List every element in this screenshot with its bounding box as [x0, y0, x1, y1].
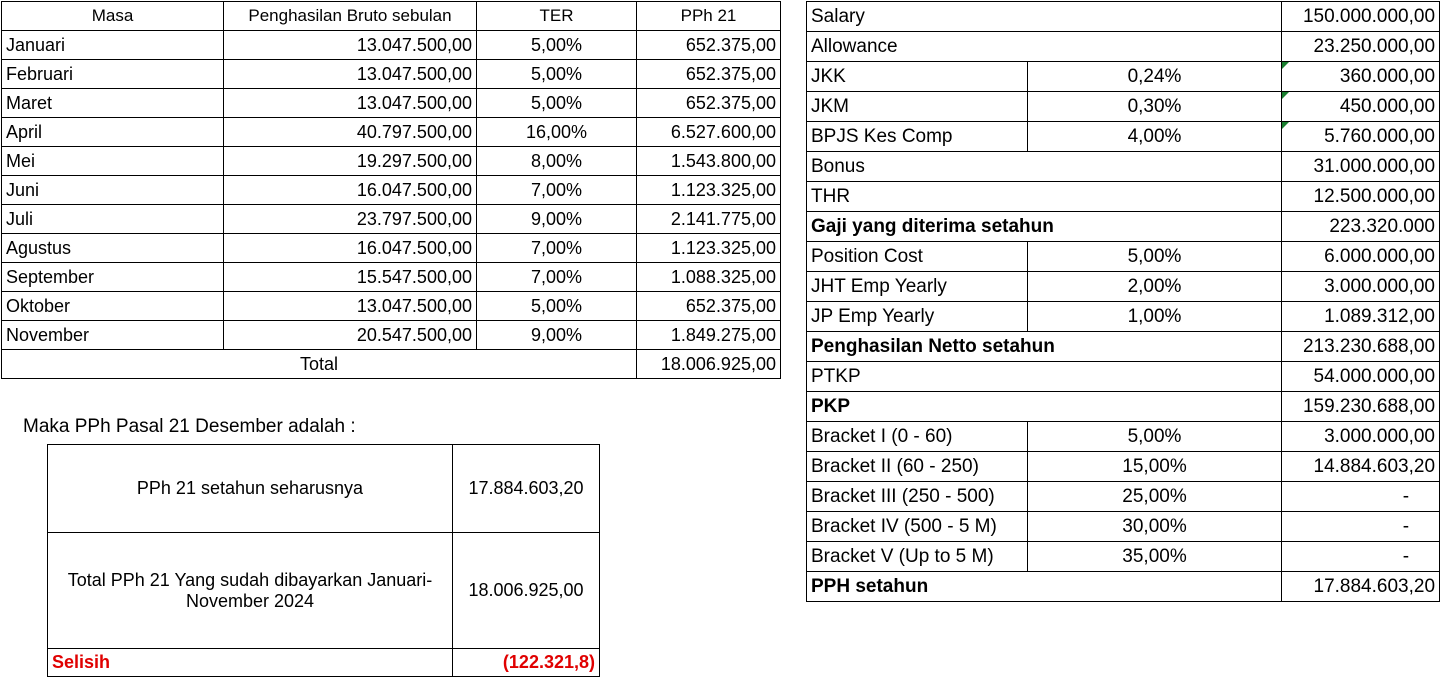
cell-pph21: 652.375,00	[637, 292, 781, 321]
cell-pph21: 2.141.775,00	[637, 205, 781, 234]
annual-rate: 5,00%	[1028, 242, 1282, 272]
annual-value-commented: 360.000,00	[1282, 62, 1440, 92]
cell-ter: 8,00%	[477, 147, 637, 176]
table-row	[2, 89, 781, 118]
annual-rate: 2,00%	[1028, 272, 1282, 302]
annual-label: Salary	[807, 2, 1282, 32]
annual-value: 23.250.000,00	[1282, 32, 1440, 62]
annual-row	[807, 182, 1440, 212]
summary-row	[48, 445, 600, 533]
difference-label: Selisih	[48, 649, 453, 677]
cell-bruto: 19.297.500,00	[224, 147, 477, 176]
annual-rate: 4,00%	[1028, 122, 1282, 152]
cell-ter: 5,00%	[477, 89, 637, 118]
table-row	[2, 234, 781, 263]
annual-row	[807, 32, 1440, 62]
summary-value: 18.006.925,00	[453, 533, 600, 649]
annual-value: -	[1282, 542, 1440, 572]
annual-label: JKK	[807, 62, 1028, 92]
annual-label: Bracket III (250 - 500)	[807, 482, 1028, 512]
annual-value: 17.884.603,20	[1282, 572, 1440, 602]
cell-masa: Oktober	[2, 292, 224, 321]
annual-value: -	[1282, 512, 1440, 542]
annual-label: Gaji yang diterima setahun	[807, 212, 1282, 242]
total-label: Total	[2, 350, 637, 379]
table-row	[2, 263, 781, 292]
cell-bruto: 16.047.500,00	[224, 234, 477, 263]
annual-value: 12.500.000,00	[1282, 182, 1440, 212]
annual-row	[807, 92, 1440, 122]
cell-ter: 5,00%	[477, 60, 637, 89]
cell-masa: Agustus	[2, 234, 224, 263]
annual-row	[807, 332, 1440, 362]
difference-row	[48, 649, 600, 677]
annual-value: -	[1282, 482, 1440, 512]
annual-label: Bracket V (Up to 5 M)	[807, 542, 1028, 572]
annual-label: THR	[807, 182, 1282, 212]
annual-row	[807, 572, 1440, 602]
total-row	[2, 350, 781, 379]
cell-masa: Februari	[2, 60, 224, 89]
annual-rate: 1,00%	[1028, 302, 1282, 332]
table-row	[2, 60, 781, 89]
cell-ter: 5,00%	[477, 31, 637, 60]
cell-masa: Maret	[2, 89, 224, 118]
annual-value: 31.000.000,00	[1282, 152, 1440, 182]
annual-row	[807, 542, 1440, 572]
annual-label: Allowance	[807, 32, 1282, 62]
annual-value: 150.000.000,00	[1282, 2, 1440, 32]
december-intro: Maka PPh Pasal 21 Desember adalah :	[23, 416, 356, 437]
cell-masa: Juli	[2, 205, 224, 234]
cell-pph21: 652.375,00	[637, 31, 781, 60]
annual-value: 3.000.000,00	[1282, 422, 1440, 452]
annual-row	[807, 212, 1440, 242]
cell-masa: Juni	[2, 176, 224, 205]
cell-bruto: 40.797.500,00	[224, 118, 477, 147]
summary-row	[48, 533, 600, 649]
cell-pph21: 652.375,00	[637, 89, 781, 118]
total-value: 18.006.925,00	[637, 350, 781, 379]
header-ter: TER	[477, 2, 637, 31]
annual-value: 3.000.000,00	[1282, 272, 1440, 302]
annual-label: Bracket I (0 - 60)	[807, 422, 1028, 452]
annual-label: Bracket II (60 - 250)	[807, 452, 1028, 482]
difference-value: (122.321,8)	[453, 649, 600, 677]
annual-value: 14.884.603,20	[1282, 452, 1440, 482]
annual-value: 213.230.688,00	[1282, 332, 1440, 362]
annual-row	[807, 392, 1440, 422]
annual-row	[807, 482, 1440, 512]
annual-row	[807, 452, 1440, 482]
table-row	[2, 321, 781, 350]
table-row	[2, 292, 781, 321]
annual-row	[807, 512, 1440, 542]
annual-row	[807, 242, 1440, 272]
cell-ter: 7,00%	[477, 263, 637, 292]
cell-masa: Mei	[2, 147, 224, 176]
header-masa: Masa	[2, 2, 224, 31]
annual-row	[807, 122, 1440, 152]
annual-value-commented: 450.000,00	[1282, 92, 1440, 122]
annual-row	[807, 302, 1440, 332]
cell-masa: September	[2, 263, 224, 292]
cell-masa: November	[2, 321, 224, 350]
cell-pph21: 1.123.325,00	[637, 176, 781, 205]
annual-value: 159.230.688,00	[1282, 392, 1440, 422]
cell-bruto: 20.547.500,00	[224, 321, 477, 350]
monthly-pph-table	[1, 1, 781, 379]
cell-masa: April	[2, 118, 224, 147]
cell-bruto: 13.047.500,00	[224, 292, 477, 321]
cell-pph21: 1.088.325,00	[637, 263, 781, 292]
annual-value: 6.000.000,00	[1282, 242, 1440, 272]
annual-rate: 35,00%	[1028, 542, 1282, 572]
annual-label: Bonus	[807, 152, 1282, 182]
annual-rate: 30,00%	[1028, 512, 1282, 542]
annual-tax-table	[806, 1, 1440, 602]
summary-label: Total PPh 21 Yang sudah dibayarkan Januari-November 2024	[48, 533, 453, 649]
annual-row	[807, 362, 1440, 392]
cell-masa: Januari	[2, 31, 224, 60]
annual-label: BPJS Kes Comp	[807, 122, 1028, 152]
annual-rate: 15,00%	[1028, 452, 1282, 482]
cell-bruto: 13.047.500,00	[224, 31, 477, 60]
cell-pph21: 6.527.600,00	[637, 118, 781, 147]
cell-ter: 9,00%	[477, 205, 637, 234]
table-row	[2, 147, 781, 176]
cell-ter: 9,00%	[477, 321, 637, 350]
annual-row	[807, 62, 1440, 92]
annual-value: 54.000.000,00	[1282, 362, 1440, 392]
annual-row	[807, 272, 1440, 302]
cell-ter: 5,00%	[477, 292, 637, 321]
annual-label: PPH setahun	[807, 572, 1282, 602]
table-row	[2, 31, 781, 60]
annual-label: PKP	[807, 392, 1282, 422]
header-pph21: PPh 21	[637, 2, 781, 31]
cell-pph21: 652.375,00	[637, 60, 781, 89]
cell-bruto: 15.547.500,00	[224, 263, 477, 292]
cell-bruto: 13.047.500,00	[224, 60, 477, 89]
december-summary-table	[47, 444, 600, 677]
annual-rate: 0,30%	[1028, 92, 1282, 122]
cell-bruto: 23.797.500,00	[224, 205, 477, 234]
annual-rate: 25,00%	[1028, 482, 1282, 512]
header-bruto: Penghasilan Bruto sebulan	[224, 2, 477, 31]
cell-ter: 16,00%	[477, 118, 637, 147]
cell-ter: 7,00%	[477, 234, 637, 263]
table-row	[2, 118, 781, 147]
annual-label: JHT Emp Yearly	[807, 272, 1028, 302]
annual-label: Position Cost	[807, 242, 1028, 272]
annual-row	[807, 152, 1440, 182]
annual-rate: 5,00%	[1028, 422, 1282, 452]
annual-label: JKM	[807, 92, 1028, 122]
annual-row	[807, 422, 1440, 452]
table-header-row	[2, 2, 781, 31]
cell-pph21: 1.123.325,00	[637, 234, 781, 263]
annual-value-commented: 5.760.000,00	[1282, 122, 1440, 152]
annual-label: Penghasilan Netto setahun	[807, 332, 1282, 362]
cell-bruto: 13.047.500,00	[224, 89, 477, 118]
annual-row	[807, 2, 1440, 32]
annual-label: PTKP	[807, 362, 1282, 392]
cell-pph21: 1.849.275,00	[637, 321, 781, 350]
cell-pph21: 1.543.800,00	[637, 147, 781, 176]
annual-value: 223.320.000	[1282, 212, 1440, 242]
annual-label: JP Emp Yearly	[807, 302, 1028, 332]
annual-rate: 0,24%	[1028, 62, 1282, 92]
annual-value: 1.089.312,00	[1282, 302, 1440, 332]
summary-label: PPh 21 setahun seharusnya	[48, 445, 453, 533]
cell-bruto: 16.047.500,00	[224, 176, 477, 205]
cell-ter: 7,00%	[477, 176, 637, 205]
table-row	[2, 205, 781, 234]
summary-value: 17.884.603,20	[453, 445, 600, 533]
table-row	[2, 176, 781, 205]
annual-label: Bracket IV (500 - 5 M)	[807, 512, 1028, 542]
